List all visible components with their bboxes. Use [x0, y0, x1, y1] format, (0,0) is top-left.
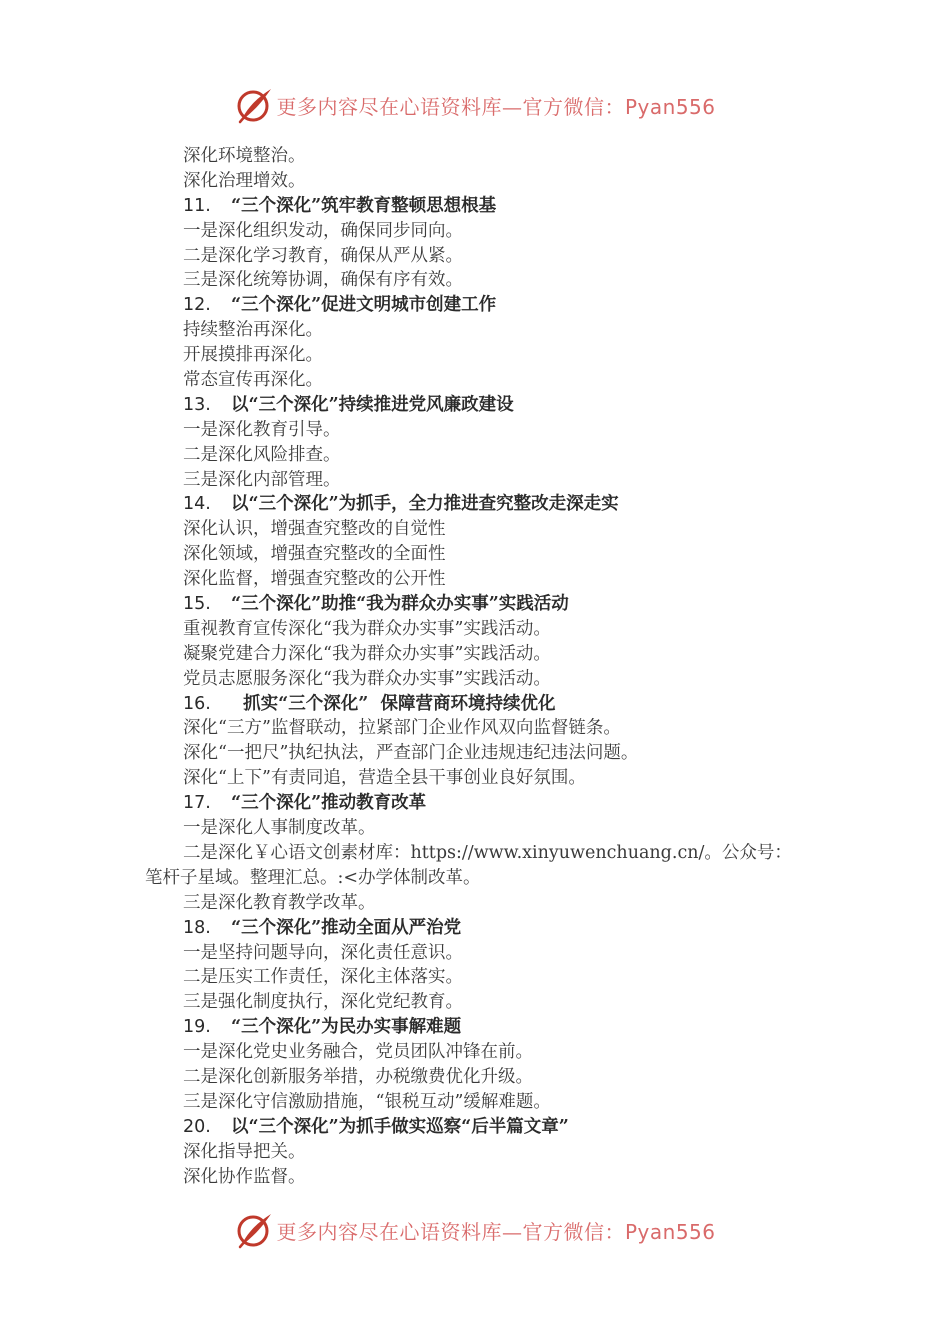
body-line: 二是深化创新服务举措，办税缴费优化升级。 — [183, 1066, 533, 1087]
section-title: 以“三个深化”持续推进党风廉政建设 — [231, 394, 514, 415]
section-title: “三个深化”助推“我为群众办实事”实践活动 — [231, 594, 569, 615]
quill-logo-icon — [234, 85, 274, 125]
section-number: 20. — [183, 1116, 211, 1137]
section-title: 抓实“三个深化” 保障营商环境持续优化 — [231, 693, 556, 714]
body-line: 深化认识，增强查究整改的自觉性 — [183, 519, 446, 540]
section-number: 14. — [183, 494, 211, 515]
document-body — [0, 144, 950, 1189]
section-number: 12. — [183, 295, 211, 316]
section-number: 17. — [183, 793, 211, 814]
section-title: 以“三个深化”为抓手做实巡察“后半篇文章” — [231, 1116, 569, 1137]
body-line: 重视教育宣传深化“我为群众办实事”实践活动。 — [183, 618, 551, 639]
section-heading — [0, 592, 950, 617]
body-line: 一是深化人事制度改革。 — [183, 818, 376, 839]
body-line: 一是深化党史业务融合，党员团队冲锋在前。 — [183, 1042, 533, 1063]
section-title: “三个深化”推动教育改革 — [231, 793, 427, 814]
section-heading — [0, 293, 950, 318]
banner-text: 更多内容尽在心语资料库—官方微信：Pyan556 — [276, 1219, 716, 1244]
section-heading — [0, 393, 950, 418]
body-line: 三是深化统筹协调，确保有序有效。 — [183, 270, 463, 291]
section-title: “三个深化”为民办实事解难题 — [231, 1017, 462, 1038]
header-banner — [0, 85, 950, 125]
body-line: 深化“上下”有责同追，营造全县干事创业良好氛围。 — [183, 768, 586, 789]
section-heading — [0, 1015, 950, 1040]
body-line: 二是深化风险排查。 — [183, 444, 341, 465]
body-line: 二是压实工作责任，深化主体落实。 — [183, 967, 463, 988]
section-number: 18. — [183, 917, 211, 938]
body-line: 深化环境整治。 — [183, 146, 306, 166]
body-line: 深化治理增效。 — [183, 170, 306, 191]
footer-banner — [0, 1210, 950, 1250]
body-line: 深化监督，增强查究整改的公开性 — [183, 569, 446, 590]
body-line: 一是深化组织发动，确保同步同向。 — [183, 220, 463, 241]
section-title: “三个深化”筑牢教育整顿思想根基 — [231, 195, 497, 216]
section-heading — [0, 692, 950, 717]
body-line: 凝聚党建合力深化“我为群众办实事”实践活动。 — [183, 643, 551, 664]
body-line: 开展摸排再深化。 — [183, 345, 323, 366]
body-line: 深化“一把尺”执纪执法，严查部门企业违规违纪违法问题。 — [183, 743, 639, 764]
section-heading — [0, 791, 950, 816]
body-line: 一是深化教育引导。 — [183, 419, 341, 440]
body-line: 三是深化内部管理。 — [183, 469, 341, 490]
section-title: 以“三个深化”为抓手，全力推进查究整改走深走实 — [231, 494, 619, 515]
body-line: 深化“三方”监督联动，拉紧部门企业作风双向监督链条。 — [183, 718, 621, 739]
section-heading — [0, 916, 950, 941]
body-line: 党员志愿服务深化“我为群众办实事”实践活动。 — [183, 668, 551, 689]
body-line: 持续整治再深化。 — [183, 320, 323, 341]
section-number: 15. — [183, 594, 211, 615]
section-heading — [0, 1115, 950, 1140]
body-line: 深化指导把关。 — [183, 1141, 306, 1162]
body-line: 一是坚持问题导向，深化责任意识。 — [183, 942, 463, 963]
body-line: 二是深化学习教育，确保从严从紧。 — [183, 245, 463, 266]
body-line: 三是深化教育教学改革。 — [183, 892, 376, 913]
section-title: “三个深化”推动全面从严治党 — [231, 917, 462, 938]
section-heading — [0, 194, 950, 219]
banner-text: 更多内容尽在心语资料库—官方微信：Pyan556 — [276, 94, 716, 119]
section-title: “三个深化”促进文明城市创建工作 — [231, 295, 497, 316]
section-heading — [0, 492, 950, 517]
body-line: 三是强化制度执行，深化党纪教育。 — [183, 992, 463, 1013]
body-line: 二是深化￥心语文创素材库：https://www.xinyuwenchuang.cn/。公众号： — [183, 842, 792, 863]
section-number: 19. — [183, 1017, 211, 1038]
body-line: 三是深化守信激励措施，“银税互动”缓解难题。 — [183, 1091, 551, 1112]
section-number: 11. — [183, 195, 211, 216]
body-line: 常态宣传再深化。 — [183, 370, 323, 391]
section-number: 13. — [183, 394, 211, 415]
quill-logo-icon — [234, 1210, 274, 1250]
body-line: 深化领域，增强查究整改的全面性 — [183, 544, 446, 565]
body-line: 笔杆子星域。整理汇总。:<办学体制改革。 — [145, 867, 481, 888]
body-line: 深化协作监督。 — [183, 1166, 306, 1187]
section-number: 16. — [183, 693, 211, 714]
